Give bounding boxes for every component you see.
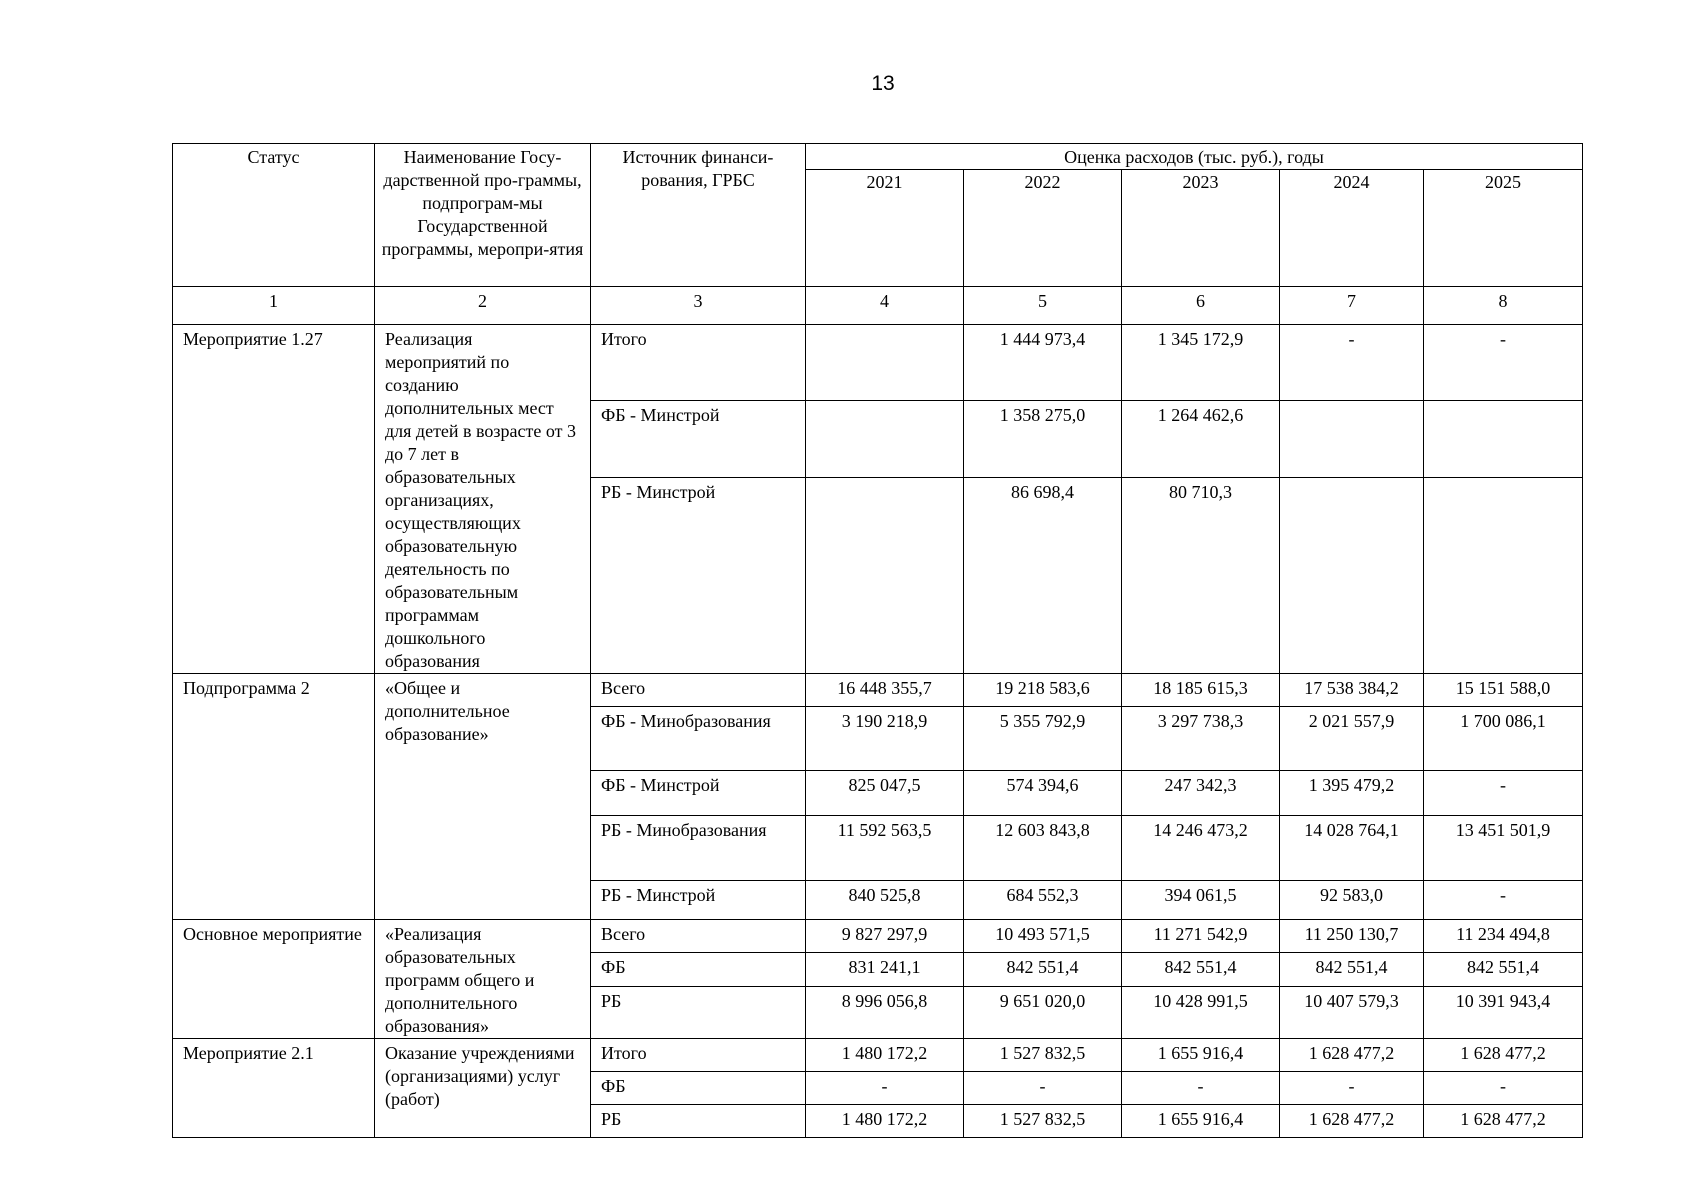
amount-cell: 8 996 056,8: [806, 986, 964, 1038]
amount-cell: 1 628 477,2: [1280, 1039, 1424, 1072]
amount-cell: [1280, 478, 1424, 674]
amount-cell: 10 493 571,5: [964, 920, 1122, 953]
amount-cell: 3 297 738,3: [1122, 707, 1280, 771]
amount-cell: 842 551,4: [1424, 953, 1583, 986]
amount-cell: 1 628 477,2: [1280, 1105, 1424, 1138]
amount-cell: 14 246 473,2: [1122, 816, 1280, 881]
amount-cell: 1 628 477,2: [1424, 1105, 1583, 1138]
amount-cell: -: [1424, 325, 1583, 401]
funding-source-cell: ФБ - Минстрой: [591, 771, 806, 816]
funding-source-cell: Всего: [591, 674, 806, 707]
amount-cell: 1 628 477,2: [1424, 1039, 1583, 1072]
amount-cell: 1 444 973,4: [964, 325, 1122, 401]
amount-cell: 1 264 462,6: [1122, 401, 1280, 478]
column-number: 7: [1280, 287, 1424, 325]
column-number: 6: [1122, 287, 1280, 325]
amount-cell: 831 241,1: [806, 953, 964, 986]
amount-cell: 10 428 991,5: [1122, 986, 1280, 1038]
program-name-cell: «Общее и дополнительное образование»: [375, 674, 591, 920]
table-row: [173, 325, 1583, 401]
amount-cell: 684 552,3: [964, 881, 1122, 920]
status-cell: Мероприятие 2.1: [173, 1039, 375, 1138]
amount-cell: 92 583,0: [1280, 881, 1424, 920]
amount-cell: 1 358 275,0: [964, 401, 1122, 478]
header-year: 2022: [964, 170, 1122, 287]
amount-cell: [806, 325, 964, 401]
amount-cell: 13 451 501,9: [1424, 816, 1583, 881]
funding-source-cell: Итого: [591, 325, 806, 401]
amount-cell: 842 551,4: [1280, 953, 1424, 986]
amount-cell: 9 827 297,9: [806, 920, 964, 953]
amount-cell: 1 480 172,2: [806, 1039, 964, 1072]
amount-cell: 11 234 494,8: [1424, 920, 1583, 953]
amount-cell: 86 698,4: [964, 478, 1122, 674]
amount-cell: 842 551,4: [1122, 953, 1280, 986]
table-row: [173, 920, 1583, 953]
column-number: 2: [375, 287, 591, 325]
amount-cell: 247 342,3: [1122, 771, 1280, 816]
header-year: 2024: [1280, 170, 1424, 287]
header-year: 2021: [806, 170, 964, 287]
amount-cell: 825 047,5: [806, 771, 964, 816]
column-number: 3: [591, 287, 806, 325]
table-row: [173, 1039, 1583, 1072]
column-number: 8: [1424, 287, 1583, 325]
amount-cell: 842 551,4: [964, 953, 1122, 986]
amount-cell: 11 592 563,5: [806, 816, 964, 881]
amount-cell: [1424, 401, 1583, 478]
table-row: [173, 674, 1583, 707]
column-number: 4: [806, 287, 964, 325]
amount-cell: -: [1424, 881, 1583, 920]
amount-cell: 1 480 172,2: [806, 1105, 964, 1138]
amount-cell: -: [1424, 771, 1583, 816]
funding-source-cell: Всего: [591, 920, 806, 953]
header-status: Статус: [173, 144, 375, 287]
amount-cell: [1280, 401, 1424, 478]
amount-cell: 1 395 479,2: [1280, 771, 1424, 816]
amount-cell: -: [1280, 325, 1424, 401]
amount-cell: 80 710,3: [1122, 478, 1280, 674]
amount-cell: 840 525,8: [806, 881, 964, 920]
amount-cell: 17 538 384,2: [1280, 674, 1424, 707]
amount-cell: 394 061,5: [1122, 881, 1280, 920]
amount-cell: 15 151 588,0: [1424, 674, 1583, 707]
amount-cell: 1 655 916,4: [1122, 1105, 1280, 1138]
funding-source-cell: РБ - Минобразования: [591, 816, 806, 881]
amount-cell: 574 394,6: [964, 771, 1122, 816]
amount-cell: 10 391 943,4: [1424, 986, 1583, 1038]
funding-source-cell: РБ - Минстрой: [591, 881, 806, 920]
amount-cell: 1 700 086,1: [1424, 707, 1583, 771]
program-name-cell: «Реализация образовательных программ общего и дополнительного образования»: [375, 920, 591, 1039]
amount-cell: [1424, 478, 1583, 674]
amount-cell: 19 218 583,6: [964, 674, 1122, 707]
amount-cell: -: [1424, 1072, 1583, 1105]
amount-cell: 10 407 579,3: [1280, 986, 1424, 1038]
amount-cell: 14 028 764,1: [1280, 816, 1424, 881]
amount-cell: 9 651 020,0: [964, 986, 1122, 1038]
funding-source-cell: РБ - Минстрой: [591, 478, 806, 674]
column-number-row: [173, 287, 1583, 325]
amount-cell: 16 448 355,7: [806, 674, 964, 707]
amount-cell: 11 271 542,9: [1122, 920, 1280, 953]
funding-source-cell: РБ: [591, 986, 806, 1038]
program-name-cell: Реализация мероприятий по созданию дополнительных мест для детей в возрасте от 3 до 7 лет в образовательных организациях, осуществляющих образовательную деятельность по образовательным программам дошкольного образования: [375, 325, 591, 674]
column-number: 5: [964, 287, 1122, 325]
column-number: 1: [173, 287, 375, 325]
amount-cell: -: [1280, 1072, 1424, 1105]
header-row: [173, 144, 1583, 170]
funding-source-cell: ФБ - Минстрой: [591, 401, 806, 478]
amount-cell: 12 603 843,8: [964, 816, 1122, 881]
header-source: Источник финанси-рования, ГРБС: [591, 144, 806, 287]
page-number: 13: [871, 72, 895, 95]
amount-cell: -: [1122, 1072, 1280, 1105]
program-name-cell: Оказание учреждениями (организациями) услуг (работ): [375, 1039, 591, 1138]
amount-cell: 1 527 832,5: [964, 1105, 1122, 1138]
header-year: 2025: [1424, 170, 1583, 287]
header-estimate: Оценка расходов (тыс. руб.), годы: [806, 144, 1583, 170]
funding-source-cell: ФБ: [591, 1072, 806, 1105]
amount-cell: 3 190 218,9: [806, 707, 964, 771]
budget-table: [172, 143, 1583, 1138]
amount-cell: 1 655 916,4: [1122, 1039, 1280, 1072]
funding-source-cell: ФБ: [591, 953, 806, 986]
funding-source-cell: Итого: [591, 1039, 806, 1072]
amount-cell: -: [964, 1072, 1122, 1105]
amount-cell: 1 345 172,9: [1122, 325, 1280, 401]
amount-cell: 5 355 792,9: [964, 707, 1122, 771]
header-year: 2023: [1122, 170, 1280, 287]
amount-cell: 11 250 130,7: [1280, 920, 1424, 953]
status-cell: Мероприятие 1.27: [173, 325, 375, 674]
funding-source-cell: РБ: [591, 1105, 806, 1138]
amount-cell: -: [806, 1072, 964, 1105]
amount-cell: [806, 401, 964, 478]
header-name: Наименование Госу-дарственной про-граммы, подпрограм-мы Государственной программы, меропри-ятия: [375, 144, 591, 287]
amount-cell: [806, 478, 964, 674]
funding-source-cell: ФБ - Минобразования: [591, 707, 806, 771]
status-cell: Основное мероприятие: [173, 920, 375, 1039]
amount-cell: 1 527 832,5: [964, 1039, 1122, 1072]
amount-cell: 18 185 615,3: [1122, 674, 1280, 707]
amount-cell: 2 021 557,9: [1280, 707, 1424, 771]
status-cell: Подпрограмма 2: [173, 674, 375, 920]
